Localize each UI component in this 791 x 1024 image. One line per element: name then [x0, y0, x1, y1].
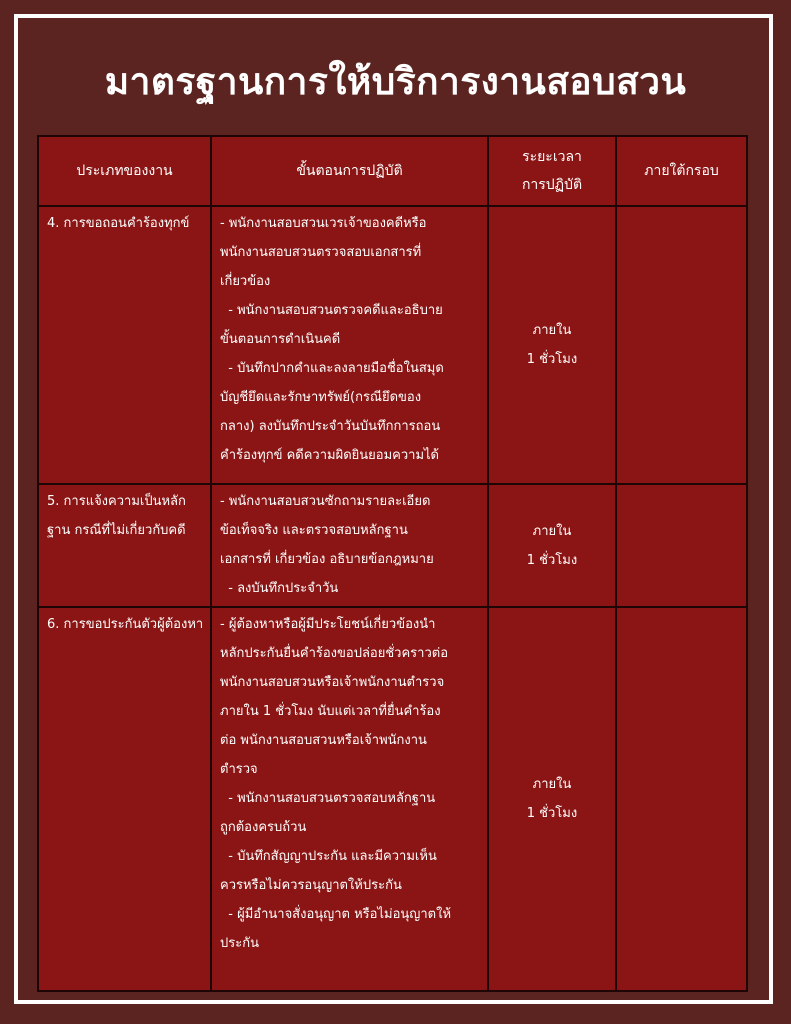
table-header-row: [38, 136, 747, 206]
table-row: [38, 607, 747, 991]
procedure-line: ถูกต้องครบถ้วน: [220, 820, 307, 835]
header-duration: [488, 136, 616, 206]
procedure-line: ขั้นตอนการดำเนินคดี: [220, 332, 341, 347]
duration-line1: ภายใน: [532, 777, 572, 792]
header-procedure: ขั้นตอนการปฏิบัติ: [211, 136, 488, 206]
procedure-line: คำร้องทุกข์ คดีความผิดยินยอมความได้: [220, 448, 440, 463]
procedure-line: - พนักงานสอบสวนตรวจสอบหลักฐาน: [220, 791, 436, 806]
procedure-line: - ผู้ต้องหาหรือผู้มีประโยชน์เกี่ยวข้องนำ: [220, 617, 436, 632]
duration-line1: ภายใน: [532, 523, 572, 539]
procedure-line: พนักงานสอบสวนหรือเจ้าพนักงานตำรวจ: [220, 675, 445, 690]
procedure-line: - บันทึกปากคำและลงลายมือชื่อในสมุด: [220, 361, 444, 376]
header-framework: ภายใต้กรอบ: [616, 136, 747, 206]
procedure-line: พนักงานสอบสวนตรวจสอบเอกสารที่: [220, 245, 422, 260]
procedure-line: - พนักงานสอบสวนตรวจคดีและอธิบาย: [220, 303, 443, 318]
row-duration: [488, 607, 616, 991]
procedure-line: ภายใน 1 ชั่วโมง นับแต่เวลาที่ยื่นคำร้อง: [220, 704, 441, 719]
row-framework: [616, 206, 747, 484]
procedure-line: - ผู้มีอำนาจสั่งอนุญาต หรือไม่อนุญาตให้: [220, 907, 452, 922]
row-framework: [616, 484, 747, 607]
duration-line2: 1 ชั่วโมง: [526, 352, 578, 367]
procedure-line: เอกสารที่ เกี่ยวข้อง อธิบายข้อกฎหมาย: [220, 552, 434, 567]
row-procedure: [211, 206, 488, 484]
row-framework: [616, 607, 747, 991]
procedure-line: กลาง) ลงบันทึกประจำวันบันทึกการถอน: [220, 419, 441, 434]
procedure-line: หลักประกันยื่นคำร้องขอปล่อยชั่วคราวต่อ: [220, 646, 449, 661]
duration-line1: ภายใน: [532, 323, 572, 338]
row-work-type: 4. การขอถอนคำร้องทุกข์: [38, 206, 211, 484]
header-duration-line2: การปฏิบัติ: [521, 177, 583, 193]
procedure-line: - พนักงานสอบสวนซักถามรายละเอียด: [220, 494, 431, 509]
procedure-line: ประกัน: [220, 936, 259, 951]
procedure-line: - ลงบันทึกประจำวัน: [220, 581, 339, 596]
table-row: [38, 484, 747, 607]
procedure-line: ข้อเท็จจริง และตรวจสอบหลักฐาน: [220, 523, 408, 538]
procedure-line: ควรหรือไม่ควรอนุญาตให้ประกัน: [220, 878, 402, 893]
row-procedure: [211, 484, 488, 607]
row-work-type: 5. การแจ้งความเป็นหลักฐาน กรณีที่ไม่เกี่ยวกับคดี: [38, 484, 211, 607]
row-work-type: 6. การขอประกันตัวผู้ต้องหา: [38, 607, 211, 991]
procedure-line: ตำรวจ: [220, 762, 258, 777]
procedure-line: - พนักงานสอบสวนเวรเจ้าของคดีหรือ: [220, 216, 427, 231]
procedure-line: - บันทึกสัญญาประกัน และมีความเห็น: [220, 849, 437, 864]
row-duration: [488, 206, 616, 484]
duration-line2: 1 ชั่วโมง: [526, 806, 578, 821]
header-duration-line1: ระยะเวลา: [522, 149, 582, 165]
row-procedure: [211, 607, 488, 991]
page-title: มาตรฐานการให้บริการงานสอบสวน: [104, 60, 687, 103]
procedure-line: เกี่ยวข้อง: [220, 274, 271, 289]
table-row: [38, 206, 747, 484]
procedure-line: บัญชียึดและรักษาทรัพย์(กรณียึดของ: [220, 390, 422, 405]
duration-line2: 1 ชั่วโมง: [526, 552, 578, 568]
header-work-type: ประเภทของงาน: [38, 136, 211, 206]
procedure-line: ต่อ พนักงานสอบสวนหรือเจ้าพนักงาน: [220, 733, 427, 748]
service-standards-table: [37, 135, 748, 992]
row-duration: [488, 484, 616, 607]
